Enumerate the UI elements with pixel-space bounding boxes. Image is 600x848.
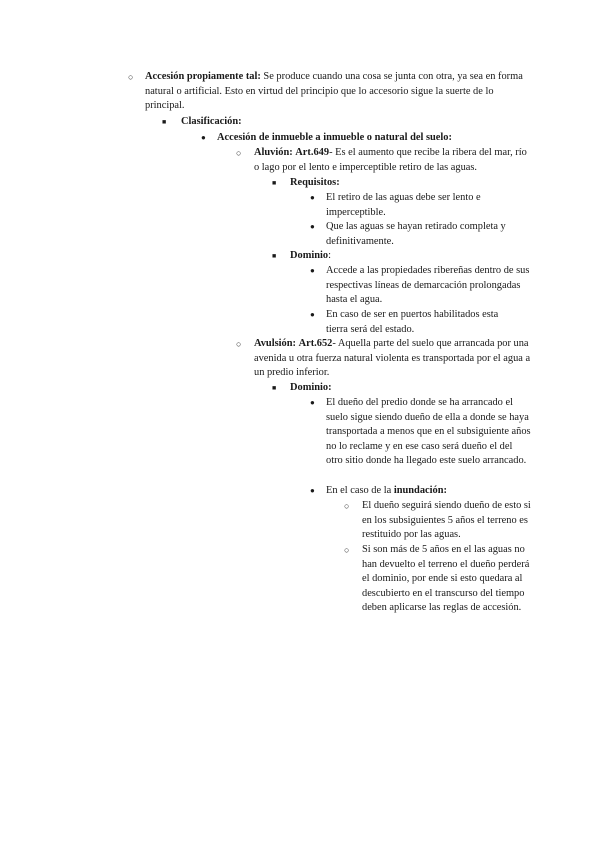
square-bullet-icon: ■	[272, 384, 277, 392]
item-article: Art.652	[298, 338, 333, 349]
item-body: El retiro de las aguas debe ser lento e imperceptible.	[326, 192, 481, 218]
hollow-circle-bullet-icon: ○	[128, 72, 134, 82]
disc-bullet-icon: ●	[310, 310, 315, 319]
item-body: Se produce cuando una cosa se junta con otra, ya sea en forma natural o artificial. Esto en virtud del principio que lo accesorio sigue la suerte de lo principal.	[145, 71, 523, 112]
item-text	[326, 264, 531, 308]
item-body: El dueño seguirá siendo dueño de esto si en los subsiguientes 5 años el terreno es restituido por las aguas.	[362, 500, 531, 541]
square-bullet-icon: ■	[272, 179, 277, 187]
item-text	[326, 484, 531, 499]
item-body: El dueño del predio donde se ha arrancado el suelo sigue siendo dueño de ella a donde se haya transportada a menos que en el subsiguiente años no lo reclame y en ese caso será dueño el del otro sitio donde ha llegado este suelo arrancado.	[326, 397, 531, 467]
item-text	[290, 176, 490, 191]
item-label: Accesión propiamente tal:	[145, 71, 261, 82]
item-body: En caso de ser en puertos habilitados esta tierra será del estado.	[326, 309, 499, 335]
item-text	[362, 543, 534, 616]
item-text	[181, 115, 481, 130]
item-label: Aluvión:	[254, 147, 293, 158]
item-body: Accede a las propiedades ribereñas dentro de sus respectivas líneas de demarcación prolongadas hasta el agua.	[326, 265, 530, 306]
item-body: Si son más de 5 años en el las aguas no han devuelto el terreno el dueño perderá el dominio, por ende si esto quedara al descubierto en el transcurso del tiempo deben aplicarse las reglas de accesión.	[362, 544, 530, 614]
item-label: Clasificación:	[181, 116, 242, 127]
item-text	[145, 70, 525, 114]
item-text	[326, 308, 516, 337]
item-body: En el caso de la	[326, 485, 394, 496]
disc-bullet-icon: ●	[310, 266, 315, 275]
disc-bullet-icon: ●	[201, 133, 206, 142]
item-body: - Aquella parte del suelo que arrancada por una avenida u otra fuerza natural violenta es transportada por el agua a un predio inferior.	[254, 338, 531, 379]
item-body: - Es el aumento que recibe la ribera del mar, río o lago por el lento e imperceptible retiro de las aguas.	[254, 147, 527, 173]
item-text	[290, 381, 490, 396]
disc-bullet-icon: ●	[310, 222, 315, 231]
item-text	[326, 220, 524, 249]
item-text	[326, 396, 531, 469]
item-text	[217, 131, 517, 146]
item-text	[326, 191, 506, 220]
disc-bullet-icon: ●	[310, 486, 315, 495]
hollow-circle-bullet-icon: ○	[344, 501, 350, 511]
disc-bullet-icon: ●	[310, 398, 315, 407]
item-text	[290, 249, 490, 264]
item-body: Que las aguas se hayan retirado completa y definitivamente.	[326, 221, 506, 247]
item-text	[362, 499, 532, 543]
item-label: Dominio:	[290, 382, 332, 393]
item-label: Accesión de inmueble a inmueble o natural del suelo:	[217, 132, 452, 143]
item-body: :	[328, 250, 331, 261]
item-text	[254, 146, 529, 175]
item-label: Requisitos:	[290, 177, 340, 188]
disc-bullet-icon: ●	[310, 193, 315, 202]
hollow-circle-bullet-icon: ○	[236, 148, 242, 158]
hollow-circle-bullet-icon: ○	[344, 545, 350, 555]
item-label: Avulsión:	[254, 338, 296, 349]
item-article: Art.649	[295, 147, 330, 158]
item-text	[254, 337, 532, 381]
item-label: inundación:	[393, 485, 447, 496]
square-bullet-icon: ■	[162, 118, 167, 126]
square-bullet-icon: ■	[272, 252, 277, 260]
hollow-circle-bullet-icon: ○	[236, 339, 242, 349]
item-label: Dominio	[290, 250, 329, 261]
